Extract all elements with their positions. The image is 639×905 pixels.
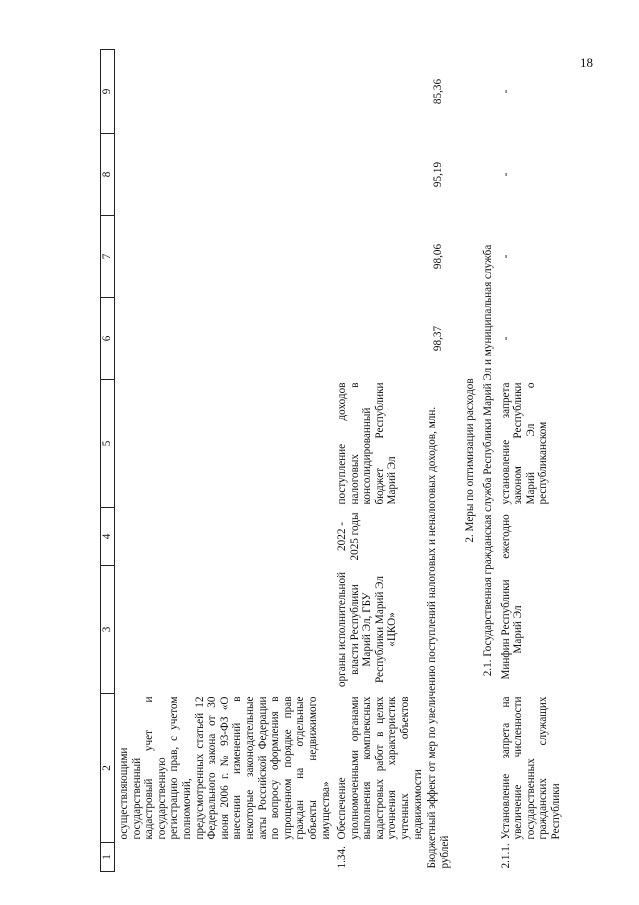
- column-number: 8: [101, 134, 115, 216]
- executor-text: Минфин Республики Марий Эл: [499, 579, 525, 680]
- measure-text: Установление запрета на увеличение численности государственных гражданских служащих Республики: [499, 696, 562, 840]
- continuation-text: осуществляющими государственный кадастровый учет и государственную регистрацию прав, с учетом полномочий, предусмотренных статьей 12 Федерального закона от 30 июня 2006 г. № 93-ФЗ «О внесении изменений в некоторые законодательные акты Российской Федерации по вопросу оформления в упрощенном порядке прав граждан на отдельные объекты недвижимого имущества»: [118, 696, 332, 840]
- subsection-heading-row: [482, 50, 500, 872]
- indicator-value: -: [499, 336, 512, 341]
- table-row: [500, 50, 563, 872]
- result-text: поступление доходов налоговых в консолидированный бюджет Республики Марий Эл: [336, 382, 399, 505]
- column-number: 2: [101, 694, 115, 843]
- row-number: 2.1.1.: [499, 843, 512, 869]
- column-number: 3: [101, 566, 115, 694]
- table-row: [336, 50, 424, 872]
- rotated-table-page: [100, 50, 562, 872]
- page-number: 18: [580, 55, 593, 70]
- section-title: 2. Меры по оптимизации расходов: [464, 378, 477, 543]
- column-number: 7: [101, 216, 115, 298]
- indicator-value: -: [499, 89, 512, 94]
- column-number: 9: [101, 50, 115, 134]
- section-heading-row: [455, 50, 482, 872]
- executor-text: органы исполнительной власти Республики Марий Эл, ГБУ Республики Марий Эл «ЦКО»: [336, 571, 399, 688]
- budget-effect-value: 98,06: [432, 243, 445, 270]
- column-number: 1: [101, 843, 115, 872]
- period-text: 2022 - 2025 годы: [336, 512, 361, 561]
- result-text: установление запрета законом Республики Марий Эл о республиканском: [499, 382, 550, 505]
- column-number: 5: [101, 380, 115, 508]
- column-number-row: [101, 50, 115, 872]
- budget-effect-row: [424, 50, 455, 872]
- period-text: ежегодно: [499, 514, 512, 559]
- budget-effect-value: 95,19: [432, 161, 445, 188]
- measures-table: [100, 49, 563, 872]
- budget-effect-label: Бюджетный эффект от мер по увеличению поступлений налоговых и неналоговых доходов, млн. рублей: [426, 406, 451, 869]
- column-number: 6: [101, 298, 115, 380]
- subsection-title: 2.1. Государственная гражданская служба Республики Марий Эл и муниципальная служба: [482, 244, 495, 677]
- table-row: [115, 50, 337, 872]
- indicator-value: -: [499, 172, 512, 177]
- measure-text: Обеспечение уполномоченными органами выполнения комплексных кадастровых работ в целях уточнения характеристик учтенных объектов недвижимости: [336, 696, 424, 840]
- budget-effect-value: 98,37: [432, 325, 445, 352]
- column-number: 4: [101, 508, 115, 566]
- budget-effect-value: 85,36: [432, 78, 445, 105]
- indicator-value: -: [499, 254, 512, 259]
- row-number: 1.34.: [336, 846, 349, 869]
